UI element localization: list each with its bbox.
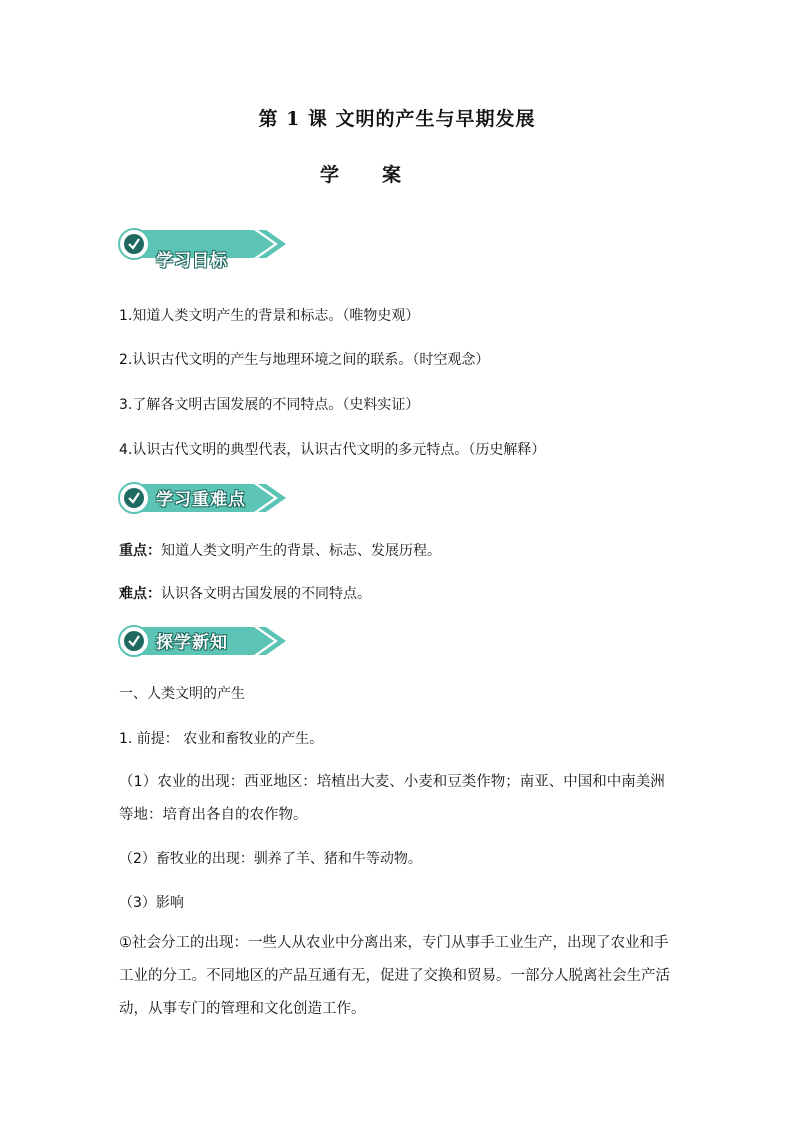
section-label-difficulty: 学习重难点	[156, 490, 246, 510]
goal-item-3: 3.了解各文明古国发展的不同特点。（史料实证）	[119, 397, 420, 413]
subtitle-char-2: 案	[382, 164, 403, 186]
key-point	[119, 540, 441, 560]
key-point-label: 重点：	[119, 543, 161, 559]
section-banner-difficulty	[118, 480, 288, 516]
content-heading: 一、人类文明的产生	[119, 686, 245, 702]
content-sub-1: （1）农业的出现：西亚地区：培植出大麦、小麦和豆类作物；南亚、中国和中南美洲等地：培育出各自的农作物。	[119, 774, 665, 823]
goal-item-2: 2.认识古代文明的产生与地理环境之间的联系。（时空观念）	[119, 352, 490, 368]
section-banner-explore	[118, 623, 288, 659]
section-banner-goals	[118, 226, 288, 271]
content-sub-2: （2）畜牧业的出现：驯养了羊、猪和牛等动物。	[119, 851, 422, 867]
content-item-1: 1. 前提： 农业和畜牧业的产生。	[119, 731, 324, 747]
goal-item-1: 1.知道人类文明产生的背景和标志。（唯物史观）	[119, 308, 420, 324]
content-sub-3: （3）影响	[119, 895, 184, 911]
page-title: 第 1 课 文明的产生与早期发展	[258, 108, 536, 130]
goal-item-4: 4.认识古代文明的典型代表，认识古代文明的多元特点。（历史解释）	[119, 442, 546, 458]
page-subtitle	[0, 160, 722, 187]
section-label-goals: 学习目标	[156, 251, 228, 271]
hard-point-label: 难点：	[119, 586, 161, 602]
hard-point	[119, 583, 371, 603]
key-point-text: 知道人类文明产生的背景、标志、发展历程。	[161, 543, 441, 559]
section-label-explore: 探学新知	[156, 633, 228, 653]
subtitle-char-1: 学	[319, 164, 340, 186]
hard-point-text: 认识各文明古国发展的不同特点。	[161, 586, 371, 602]
content-para-1: ①社会分工的出现：一些人从农业中分离出来，专门从事手工业生产，出现了农业和手工业的分工。不同地区的产品互通有无，促进了交换和贸易。一部分人脱离社会生产活动，从事专门的管理和文化创造工作。	[119, 935, 670, 1017]
